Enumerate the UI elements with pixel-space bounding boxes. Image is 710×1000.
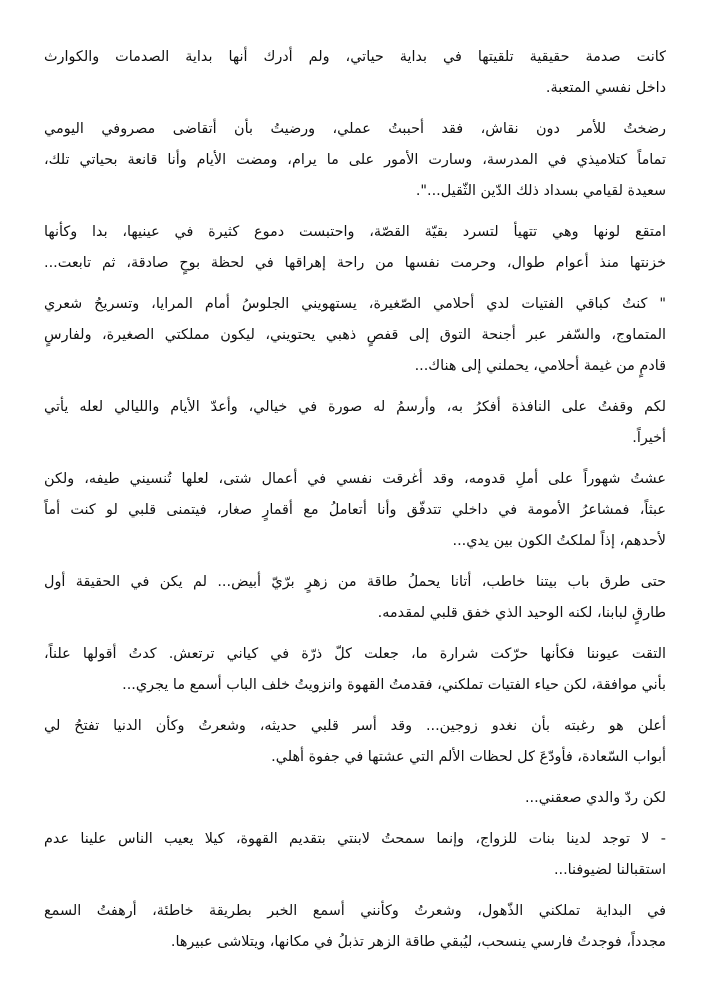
text-line: بأني موافقة، لكن حياء الفتيات تملكني، فقدمتُ القهوة وانزويتُ خلف الباب أسمع ما يجري... <box>122 677 666 693</box>
text-line: عشتُ شهوراً على أملِ قدومه، وقد أغرقت نفسي في أعمال شتى، لعلها تُنسيني طيفه، ولكن <box>44 471 666 487</box>
text-line: أعلن هو رغبته بأن نغدو زوجين... وقد أسر قلبي حديثه، وشعرتُ وكأن الدنيا تفتحُ لي <box>44 718 666 734</box>
paragraph-8 <box>44 639 666 701</box>
paragraph-5 <box>44 392 666 454</box>
text-line: داخل نفسي المتعبة. <box>545 80 666 96</box>
text-line: مجدداً، فوجدتُ فارسي ينسحب، ليُبقي طاقة الزهر تذبلُ في مكانها، ويتلاشى عبيرها. <box>170 934 666 950</box>
text-line: تماماً كتلاميذي في المدرسة، وسارت الأمور على ما يرام، ومضت الأيام وأنا قانعة بحياتي تلك، <box>44 152 666 168</box>
paragraph-9 <box>44 711 666 773</box>
text-line: أبواب السّعادة، فأودّعَ كل لحظات الألم التي عشتها في جفوة أهلي. <box>271 749 666 765</box>
paragraph-12 <box>44 896 666 958</box>
text-line: طارقٍ لبابنا، لكنه الوحيد الذي خفق قلبي لمقدمه. <box>377 605 666 621</box>
text-line: " كنتُ كباقي الفتيات لدي أحلامي الصّغيرة، يستهويني الجلوسُ أمام المرايا، وتسريحُ شعري <box>44 296 666 312</box>
paragraph-2 <box>44 114 666 207</box>
text-line: استقبالنا لضيوفنا... <box>553 862 666 878</box>
text-line: خزنتها منذ أعوام طوال، وحرمت نفسها من راحة إهراقها في لحظة بوحٍ صادقة، ثم تابعت... <box>44 255 666 271</box>
text-line: التقت عيوننا فكأنها حرّكت شرارة ما، جعلت كلّ ذرّة في كياني ترتعش. كدتُ أقولها علناً، <box>44 646 666 662</box>
text-line: رضختُ للأمر دون نقاش، فقد أحببتُ عملي، ورضيتُ بأن أتقاضى مصروفي اليومي <box>44 121 666 137</box>
text-line: - لا توجد لدينا بنات للزواج، وإنما سمحتُ لابنتي بتقديم القهوة، كيلا يعيب الناس علينا عدم <box>44 831 666 847</box>
text-line: حتى طرق باب بيتنا خاطب، أتانا يحملُ طاقة من زهرٍ برّيّ أبيض... لم يكن في الحقيقة أول <box>44 574 666 590</box>
text-line: في البداية تملكني الذّهول، وشعرتُ وكأنني أسمع الخبر بطريقة خاطئة، أرهفتُ السمع <box>44 903 666 919</box>
text-line: كانت صدمة حقيقية تلقيتها في بداية حياتي، ولم أدرك أنها بداية الصدمات والكوارث <box>44 49 666 65</box>
text-line: لأحدهم، إذاً لملكتُ الكون بين يدي... <box>452 533 666 549</box>
paragraph-6 <box>44 464 666 557</box>
text-line: عبثاً، فمشاعرُ الأمومة في داخلي تتدفّق وأنا أتعاملُ مع أقمارٍ صغار، فيتمنى قلبي لو كنت أماً <box>44 502 666 518</box>
text-line: قادمٍ من غيمة أحلامي، يحملني إلى هناك... <box>414 358 666 374</box>
text-line: سعيدة لقيامي بسداد ذلك الدّين الثّقيل...". <box>415 183 666 199</box>
paragraph-10 <box>44 783 666 814</box>
text-line: لكم وقفتُ على النافذة أفكرُ به، وأرسمُ له صورة في خيالي، وأعدّ الأيام والليالي لعله يأتي <box>44 399 666 415</box>
paragraph-4 <box>44 289 666 382</box>
paragraph-3 <box>44 217 666 279</box>
text-line: المتماوج، والسّفر عبر أجنحة التوق إلى قفصٍ ذهبي يحتويني، ليكون مملكتي الصغيرة، ولفارسٍ <box>44 327 666 343</box>
paragraph-11 <box>44 824 666 886</box>
paragraph-1 <box>44 42 666 104</box>
text-line: لكن ردّ والدي صعقني... <box>524 790 666 806</box>
text-line: امتقع لونها وهي تتهيأ لتسرد بقيّة القصّة، واحتبست دموع كثيرة في عينيها، بدا وكأنها <box>44 224 666 240</box>
text-line: أخيراً. <box>632 430 666 446</box>
paragraph-7 <box>44 567 666 629</box>
